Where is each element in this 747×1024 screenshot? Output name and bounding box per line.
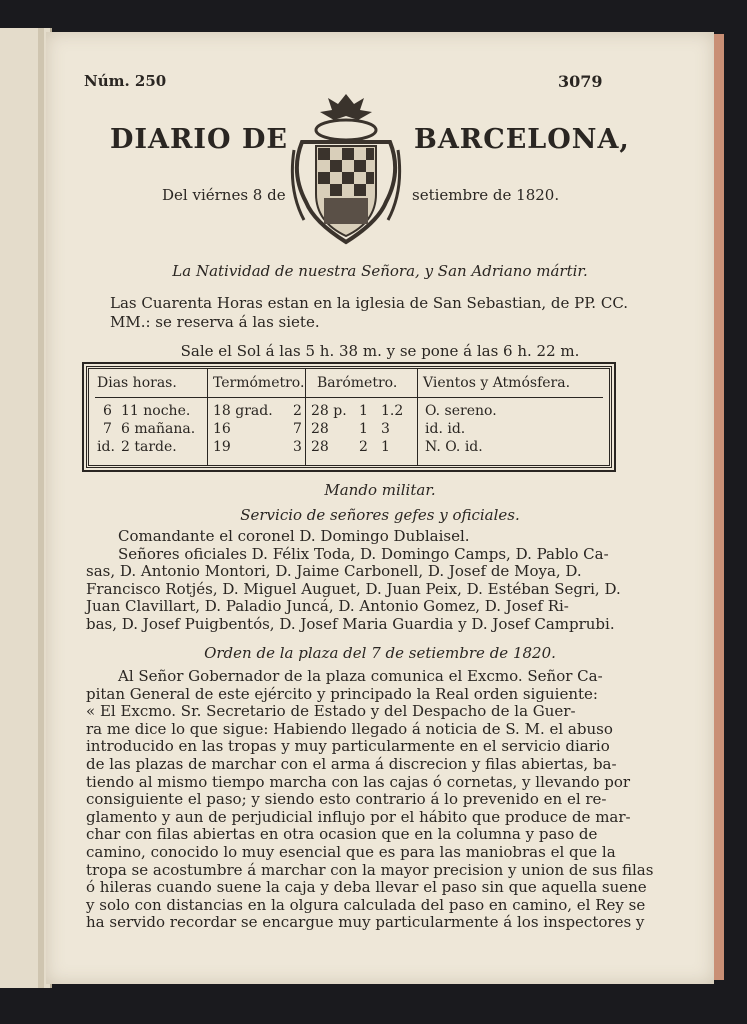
officers-line: Juan Clavillart, D. Paladio Juncá, D. Antonio Gomez, D. Josef Ri- xyxy=(86,597,569,616)
header-winds: Vientos y Atmósfera. xyxy=(423,375,571,391)
table-row-3-wind: N. O. id. xyxy=(425,439,483,455)
table-row-3-baro: 28 xyxy=(311,439,329,455)
masthead-title-right: BARCELONA, xyxy=(414,124,630,155)
order-line: tiendo al mismo tiempo marcha con las cajas ó cornetas, y llevando por xyxy=(86,772,631,791)
header-days-hours: Dias horas. xyxy=(97,375,177,391)
coat-of-arms-emblem xyxy=(288,90,404,248)
order-line: introducido en las tropas y muy particularmente en el servicio diario xyxy=(86,737,610,756)
table-row-1-thermo-frac: 2 xyxy=(293,403,302,419)
header-thermometer: Termómetro. xyxy=(213,375,305,391)
order-line: « El Excmo. Sr. Secretario de Estado y del Despacho de la Guer- xyxy=(86,702,576,721)
weather-table xyxy=(86,366,612,468)
order-line: de las plazas de marchar con el arma á discrecion y filas abiertas, ba- xyxy=(86,754,617,773)
table-row-3-thermo-frac: 3 xyxy=(293,439,302,455)
sunrise-sunset: Sale el Sol á las 5 h. 38 m. y se pone á las 6 h. 22 m. xyxy=(180,342,580,360)
page-number: 3079 xyxy=(558,72,603,91)
officers-line: sas, D. Antonio Montori, D. Jaime Carbonell, D. Josef de Moya, D. xyxy=(86,562,582,581)
table-row-1-hour: 11 noche. xyxy=(121,403,191,419)
forty-hours-line-2: MM.: se reserva á las siete. xyxy=(110,313,320,331)
table-row-3-day: id. xyxy=(97,439,115,455)
officers-line: Francisco Rotjés, D. Miguel Auguet, D. Juan Peix, D. Estéban Segri, D. xyxy=(86,579,621,598)
order-line: ó hileras cuando suene la caja y deba llevar el paso sin que aquella suene xyxy=(86,878,647,897)
table-row-3-thermo: 19 xyxy=(213,439,231,455)
order-line: consiguiente el paso; y siendo esto contrario á lo prevenido en el re- xyxy=(86,790,607,809)
table-row-2-baro-a: 1 xyxy=(359,421,368,437)
table-row-2-baro-b: 3 xyxy=(381,421,390,437)
table-row-2-day: 7 xyxy=(103,421,112,437)
order-line: ra me dice lo que sigue: Habiendo llegado á noticia de S. M. el abuso xyxy=(86,719,613,738)
table-row-2-thermo-frac: 7 xyxy=(293,421,302,437)
date-right: setiembre de 1820. xyxy=(412,186,560,204)
table-row-1-baro-b: 1.2 xyxy=(381,403,404,419)
left-page-edge xyxy=(0,28,52,988)
header-barometer: Barómetro. xyxy=(317,375,398,391)
table-row-3-hour: 2 tarde. xyxy=(121,439,177,455)
table-row-2-wind: id. id. xyxy=(425,421,466,437)
table-row-2-baro: 28 xyxy=(311,421,329,437)
table-row-1-baro: 28 p. xyxy=(311,403,347,419)
order-line: tropa se acostumbre á marchar con la mayor precision y union de sus filas xyxy=(86,860,654,879)
section-subheading-service: Servicio de señores gefes y oficiales. xyxy=(240,506,520,524)
order-line: ha servido recordar se encargue muy particularmente á los inspectores y xyxy=(86,913,645,932)
table-row-1-thermo: 18 grad. xyxy=(213,403,273,419)
table-row-3-baro-b: 1 xyxy=(381,439,390,455)
table-row-1-wind: O. sereno. xyxy=(425,403,497,419)
order-heading: Orden de la plaza del 7 de setiembre de 1820. xyxy=(204,644,556,662)
officers-line: bas, D. Josef Puigbentós, D. Josef Maria Guardia y D. Josef Camprubi. xyxy=(86,614,615,633)
commander-line: Comandante el coronel D. Domingo Dublaisel. xyxy=(118,527,470,545)
officers-block xyxy=(86,528,666,634)
order-line: char con filas abiertas en otra ocasion que en la columna y paso de xyxy=(86,825,598,844)
order-line: pitan General de este ejército y principado la Real orden siguiente: xyxy=(86,684,598,703)
date-left: Del viérnes 8 de xyxy=(162,186,286,204)
order-line: glamento y aun de perjudicial influjo por el hábito que produce de mar- xyxy=(86,807,631,826)
order-text xyxy=(86,668,666,932)
masthead-title-left: DIARIO DE xyxy=(110,124,288,155)
section-heading-military: Mando militar. xyxy=(324,481,436,499)
newspaper-page xyxy=(46,32,714,984)
saints-of-day: La Natividad de nuestra Señora, y San Adriano mártir. xyxy=(172,262,588,280)
forty-hours-line-1: Las Cuarenta Horas estan en la iglesia de San Sebastian, de PP. CC. xyxy=(110,294,629,312)
issue-number: Núm. 250 xyxy=(84,72,167,90)
table-row-2-hour: 6 mañana. xyxy=(121,421,196,437)
officers-line: Señores oficiales D. Félix Toda, D. Domingo Camps, D. Pablo Ca- xyxy=(118,544,609,563)
order-line: Al Señor Gobernador de la plaza comunica el Excmo. Señor Ca- xyxy=(118,667,603,685)
order-line: camino, conocido lo muy esencial que es para las maniobras el que la xyxy=(86,842,616,861)
table-row-1-day: 6 xyxy=(103,403,112,419)
table-row-3-baro-a: 2 xyxy=(359,439,368,455)
table-row-1-baro-a: 1 xyxy=(359,403,368,419)
order-line: y solo con distancias en la olgura calculada del paso en camino, el Rey se xyxy=(86,895,646,914)
table-row-2-thermo: 16 xyxy=(213,421,231,437)
